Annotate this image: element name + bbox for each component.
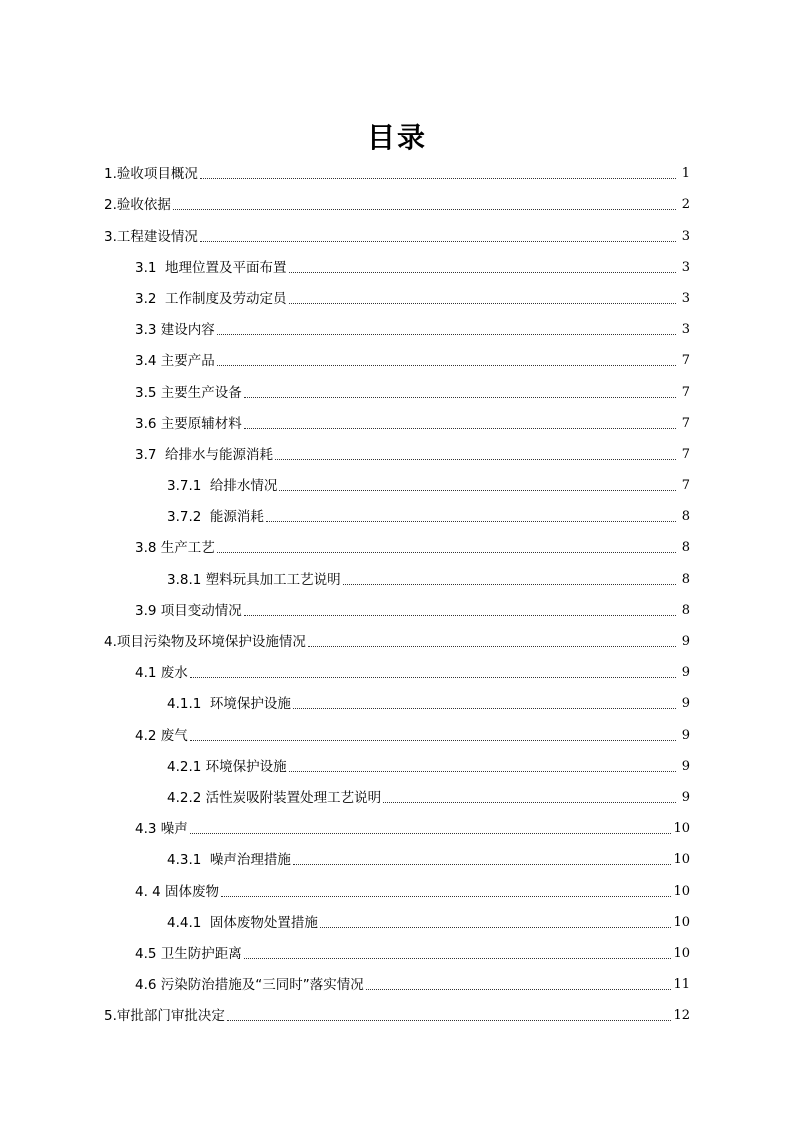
toc-entry-title: 3.5 主要生产设备 — [135, 384, 242, 401]
toc-entry[interactable] — [0, 560, 794, 591]
toc-dot-leader — [244, 428, 676, 429]
toc-entry-title: 3.7.1 给排水情况 — [167, 478, 278, 495]
toc-page-number: 3 — [681, 228, 690, 244]
toc-entry-title: 3.1 地理位置及平面布置 — [135, 259, 287, 276]
toc-entry-title: 1.验收项目概况 — [104, 166, 198, 183]
toc-dot-leader — [293, 864, 672, 865]
toc-entry-title: 4.3 噪声 — [135, 821, 188, 838]
toc-entry[interactable] — [0, 155, 794, 186]
toc-page-number: 3 — [681, 290, 690, 306]
toc-entry-title: 4.1.1 环境保护设施 — [167, 696, 291, 713]
toc-page-number: 9 — [681, 789, 690, 805]
toc-entry-title: 3.7.2 能源消耗 — [167, 509, 264, 526]
toc-entry-title: 4.2 废气 — [135, 727, 188, 744]
toc-dot-leader — [275, 459, 676, 460]
toc-dot-leader — [190, 677, 676, 678]
toc-page-number: 3 — [681, 322, 690, 338]
toc-dot-leader — [320, 927, 672, 928]
toc-entry-title: 4.3.1 噪声治理措施 — [167, 852, 291, 869]
toc-entry[interactable] — [0, 592, 794, 623]
toc-entry-title: 3.3 建设内容 — [135, 322, 215, 339]
toc-dot-leader — [343, 584, 676, 585]
page-title: 目录 — [366, 120, 427, 154]
toc-dot-leader — [227, 1020, 672, 1021]
toc-entry-title: 4.2.1 环境保护设施 — [167, 758, 287, 775]
toc-entry-title: 4.6 污染防治措施及“三同时”落实情况 — [135, 977, 364, 994]
toc-page-number: 7 — [681, 384, 690, 400]
toc-page-number: 9 — [681, 665, 690, 681]
toc-dot-leader — [244, 615, 676, 616]
toc-page-number: 8 — [681, 509, 690, 525]
toc-dot-leader — [217, 552, 676, 553]
toc-dot-leader — [217, 334, 676, 335]
toc-page-number: 1 — [681, 166, 690, 182]
toc-entry[interactable] — [0, 436, 794, 467]
toc-page-number: 3 — [681, 259, 690, 275]
toc-page-number: 10 — [673, 852, 690, 868]
toc-entry[interactable] — [0, 997, 794, 1028]
toc-page-number: 10 — [673, 821, 690, 837]
toc-entry[interactable] — [0, 685, 794, 716]
toc-entry-title: 3.6 主要原辅材料 — [135, 415, 242, 432]
toc-page-number: 9 — [681, 758, 690, 774]
toc-page-number: 8 — [681, 602, 690, 618]
toc-page-number: 9 — [681, 634, 690, 649]
toc-entry-title: 3.9 项目变动情况 — [135, 602, 242, 619]
toc-page-number: 10 — [673, 914, 690, 930]
toc-entry[interactable] — [0, 467, 794, 498]
toc-entry[interactable] — [0, 935, 794, 966]
toc-entry[interactable] — [0, 872, 794, 903]
toc-entry-title: 3.2 工作制度及劳动定员 — [135, 290, 287, 307]
toc-entry-title: 3.7 给排水与能源消耗 — [135, 446, 274, 463]
toc-entry-title: 3.4 主要产品 — [135, 353, 215, 370]
toc-entry-title: 4.5 卫生防护距离 — [135, 945, 242, 962]
toc-entry-title: 3.工程建设情况 — [104, 228, 198, 245]
toc-page-number: 8 — [681, 571, 690, 587]
toc-dot-leader — [366, 989, 672, 990]
toc-dot-leader — [244, 397, 676, 398]
toc-dot-leader — [217, 365, 676, 366]
toc-entry-title: 2.验收依据 — [104, 197, 171, 214]
toc-entry[interactable] — [0, 373, 794, 404]
toc-dot-leader — [200, 178, 676, 179]
toc-entry[interactable] — [0, 342, 794, 373]
toc-dot-leader — [190, 833, 672, 834]
toc-entry[interactable] — [0, 716, 794, 747]
toc-dot-leader — [383, 802, 676, 803]
toc-page-number: 10 — [673, 883, 690, 899]
toc-entry[interactable] — [0, 841, 794, 872]
toc-entry[interactable] — [0, 966, 794, 997]
toc-entry[interactable] — [0, 654, 794, 685]
table-of-contents — [0, 155, 794, 1028]
toc-entry-title: 4.2.2 活性炭吸附装置处理工艺说明 — [167, 789, 382, 806]
toc-dot-leader — [173, 209, 676, 210]
toc-dot-leader — [266, 521, 676, 522]
toc-dot-leader — [279, 490, 676, 491]
toc-dot-leader — [289, 303, 676, 304]
toc-entry-title: 4.项目污染物及环境保护设施情况 — [104, 634, 306, 650]
toc-dot-leader — [221, 896, 671, 897]
toc-entry[interactable] — [0, 779, 794, 810]
toc-dot-leader — [289, 272, 676, 273]
toc-entry-title: 3.8 生产工艺 — [135, 540, 215, 557]
toc-dot-leader — [308, 646, 676, 647]
toc-dot-leader — [244, 958, 672, 959]
toc-page-number: 2 — [681, 197, 690, 213]
toc-entry[interactable] — [0, 810, 794, 841]
toc-entry-title: 4.1 废水 — [135, 665, 188, 682]
toc-page-number: 7 — [681, 353, 690, 369]
toc-page-number: 9 — [681, 696, 690, 712]
toc-entry-title: 3.8.1 塑料玩具加工工艺说明 — [167, 571, 341, 588]
toc-page-number: 7 — [681, 415, 690, 431]
toc-entry-title: 5.审批部门审批决定 — [104, 1008, 225, 1025]
toc-page-number: 9 — [681, 727, 690, 743]
toc-page-number: 11 — [673, 977, 690, 993]
toc-entry-title: 4.4.1 固体废物处置措施 — [167, 914, 318, 931]
toc-page-number: 8 — [681, 540, 690, 556]
toc-entry[interactable] — [0, 904, 794, 935]
toc-entry[interactable] — [0, 748, 794, 779]
toc-entry[interactable] — [0, 529, 794, 560]
toc-dot-leader — [293, 708, 676, 709]
toc-entry-title: 4. 4 固体废物 — [135, 883, 220, 900]
toc-entry[interactable] — [0, 311, 794, 342]
toc-page-number: 12 — [673, 1008, 690, 1024]
toc-entry[interactable] — [0, 280, 794, 311]
toc-dot-leader — [200, 241, 676, 242]
toc-page-number: 7 — [681, 446, 690, 462]
toc-entry[interactable] — [0, 249, 794, 280]
toc-entry[interactable] — [0, 405, 794, 436]
toc-dot-leader — [289, 771, 676, 772]
toc-entry[interactable] — [0, 498, 794, 529]
toc-entry[interactable] — [0, 623, 794, 654]
toc-entry[interactable] — [0, 186, 794, 217]
toc-entry[interactable] — [0, 217, 794, 248]
toc-page-number: 10 — [673, 945, 690, 961]
toc-page-number: 7 — [681, 478, 690, 494]
toc-dot-leader — [190, 740, 676, 741]
